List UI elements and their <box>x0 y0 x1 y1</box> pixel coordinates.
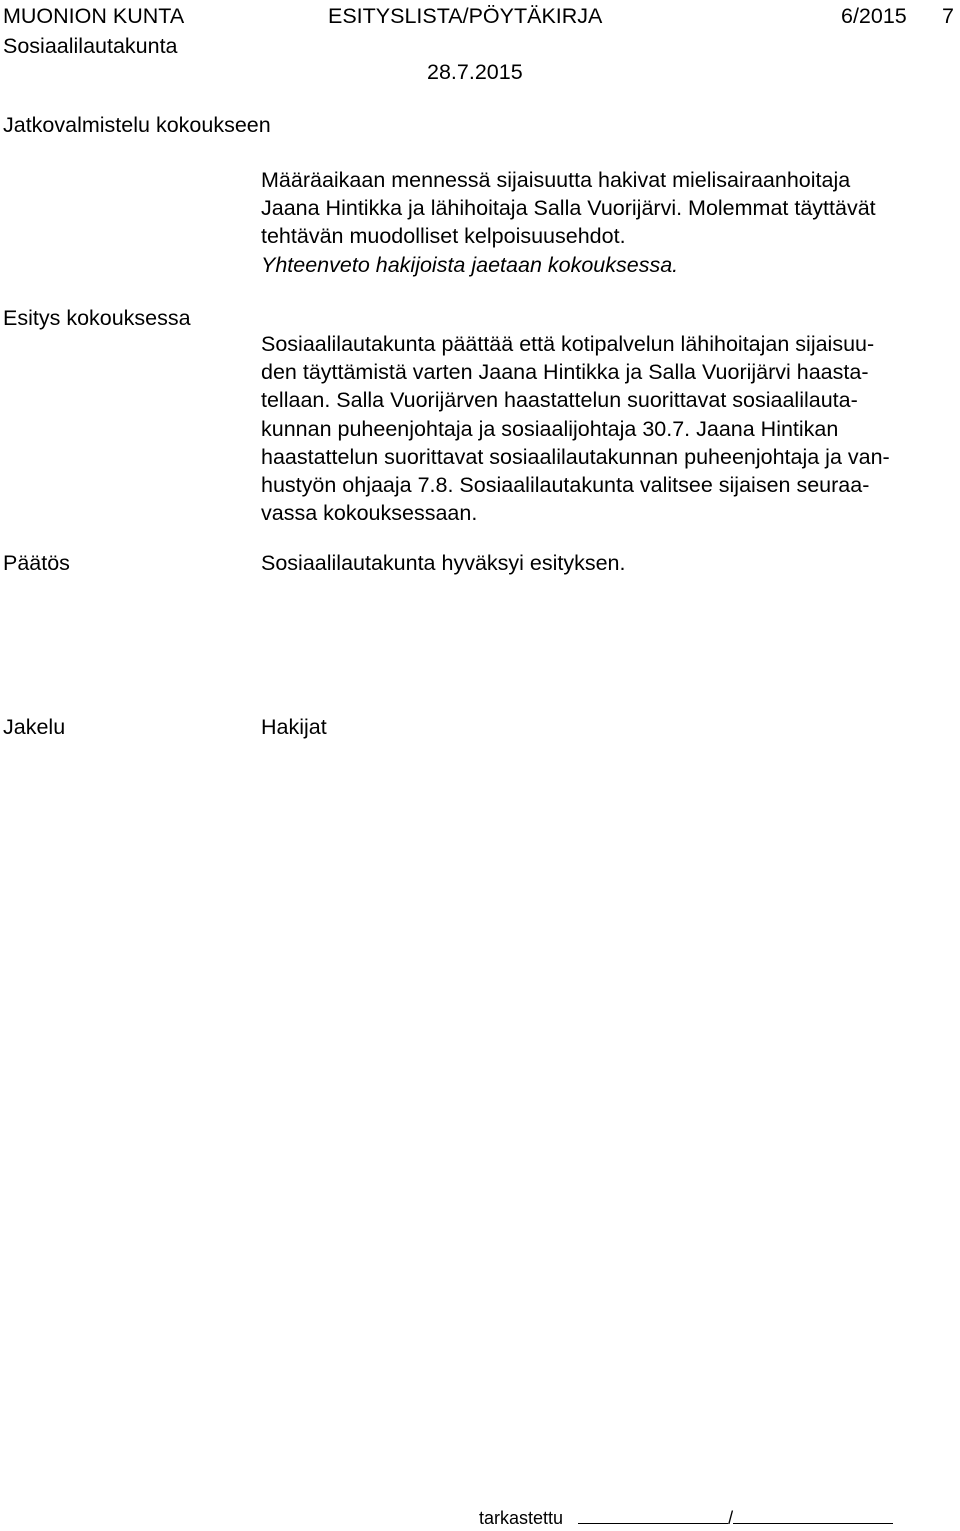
section-title: Jatkovalmistelu kokoukseen <box>3 113 271 137</box>
proposal-line: kunnan puheenjohtaja ja sosiaalijohtaja 30.7. Jaana Hintikan <box>261 416 839 441</box>
checked-label: tarkastettu <box>479 1508 564 1528</box>
document-type: ESITYSLISTA/PÖYTÄKIRJA <box>328 4 603 28</box>
preparation-line: Määräaikaan mennessä sijaisuutta hakivat mielisairaanhoitaja <box>261 168 851 192</box>
proposal-paragraph <box>261 330 941 527</box>
proposal-line: tellaan. Salla Vuorijärven haastattelun suorittavat sosiaalilauta- <box>261 388 858 413</box>
preparation-line: Jaana Hintikka ja lähihoitaja Salla Vuorijärvi. Molemmat täyttävät <box>261 196 876 221</box>
signature-line-left <box>578 1509 728 1524</box>
signature-separator: / <box>728 1508 734 1528</box>
distribution-text: Hakijat <box>261 715 327 739</box>
municipality-name: MUONION KUNTA <box>3 4 185 28</box>
document-number: 6/2015 <box>841 4 907 28</box>
signature-line-right <box>733 1509 893 1524</box>
decision-label: Päätös <box>3 551 70 575</box>
proposal-line: Sosiaalilautakunta päättää että kotipalvelun lähihoitajan sijaisuu- <box>261 332 875 356</box>
proposal-label: Esitys kokouksessa <box>3 306 191 330</box>
page-number: 7 <box>942 4 954 28</box>
preparation-paragraph <box>261 166 941 279</box>
proposal-line: haastattelun suorittavat sosiaalilautakunnan puheenjohtaja ja van- <box>261 444 890 469</box>
preparation-line: tehtävän muodolliset kelpoisuusehdot. <box>261 224 626 249</box>
decision-text: Sosiaalilautakunta hyväksyi esityksen. <box>261 551 626 575</box>
proposal-line: den täyttämistä varten Jaana Hintikka ja Salla Vuorijärvi haasta- <box>261 360 869 385</box>
proposal-line: hustyön ohjaaja 7.8. Sosiaalilautakunta valitsee sijaisen seuraa- <box>261 473 870 498</box>
committee-name: Sosiaalilautakunta <box>3 34 178 58</box>
preparation-summary-note: Yhteenveto hakijoista jaetaan kokouksessa. <box>261 252 679 277</box>
proposal-line: vassa kokouksessaan. <box>261 501 478 526</box>
checked-footer <box>479 1507 893 1529</box>
meeting-date: 28.7.2015 <box>427 60 523 84</box>
distribution-label: Jakelu <box>3 715 66 739</box>
